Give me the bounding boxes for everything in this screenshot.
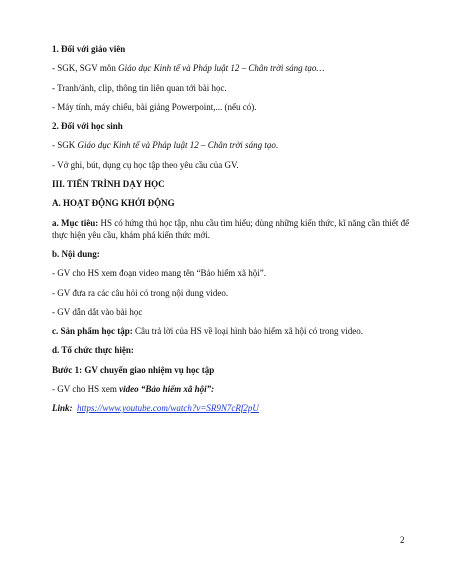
organize-label: d. Tổ chức thực hiện: (52, 345, 134, 356)
goal-text: HS có hứng thú học tập, nhu cầu tìm hiểu; dùng những kiến thức, kĩ năng cần thiết để thực hiện yêu cầu, khám phá kiến thức mới. (52, 217, 410, 240)
student-textbook-end: . (275, 140, 279, 151)
product-label: c. Sản phẩm học tập: (52, 326, 133, 337)
student-heading: 2. Đối với học sinh (52, 121, 123, 132)
teacher-equipment-line: - Máy tính, máy chiếu, bài giảng Powerpoint,... (nếu có). (52, 101, 257, 112)
teacher-heading: 1. Đối với giáo viên (52, 44, 126, 54)
student-textbook-title: Giáo dục Kinh tế và Pháp luật 12 – Chân trời sáng tạo (77, 140, 276, 151)
content-item: - GV đưa ra các câu hỏi có trong nội dung video. (52, 287, 229, 298)
page-content (52, 43, 410, 422)
goal-paragraph (52, 217, 410, 241)
teacher-textbook-title: Giáo dục Kinh tế và Pháp luật 12 – Chân trời sáng tạo… (118, 63, 325, 74)
teacher-pictures-line: - Tranh/ảnh, clip, thông tin liên quan tới bài học. (52, 82, 227, 93)
student-textbook-line (52, 139, 410, 151)
video-title: video “Bảo hiểm xã hội”: (119, 384, 215, 395)
video-link[interactable]: https://www.youtube.com/watch?v=SR9N7cRf2pU (77, 403, 259, 414)
content-item: - GV dẫn dắt vào bài học (52, 306, 143, 317)
student-notebook-line: - Vở ghi, bút, dụng cụ học tập theo yêu cầu của GV. (52, 159, 239, 170)
activity-heading: A. HOẠT ĐỘNG KHỞI ĐỘNG (52, 198, 175, 209)
product-text: Câu trả lời của HS về loại hình bảo hiểm xã hội có trong video. (132, 326, 363, 337)
content-label: b. Nội dung: (52, 248, 100, 259)
student-textbook-prefix: - SGK (52, 140, 78, 151)
product-paragraph (52, 325, 410, 337)
page-number: 2 (400, 535, 405, 545)
video-line (52, 383, 410, 395)
goal-label: a. Mục tiêu: (52, 217, 99, 228)
link-line (52, 402, 410, 414)
teacher-textbook-line (52, 62, 410, 74)
teacher-textbook-prefix: - SGK, SGV môn (52, 63, 119, 74)
step1-label: Bước 1: GV chuyển giao nhiệm vụ học tập (52, 364, 215, 375)
link-label: Link: (52, 403, 73, 414)
content-item: - GV cho HS xem đoạn video mang tên “Bảo hiểm xã hội”. (52, 268, 267, 279)
process-heading: III. TIẾN TRÌNH DẠY HỌC (52, 179, 165, 190)
video-prefix: - GV cho HS xem (52, 384, 120, 395)
